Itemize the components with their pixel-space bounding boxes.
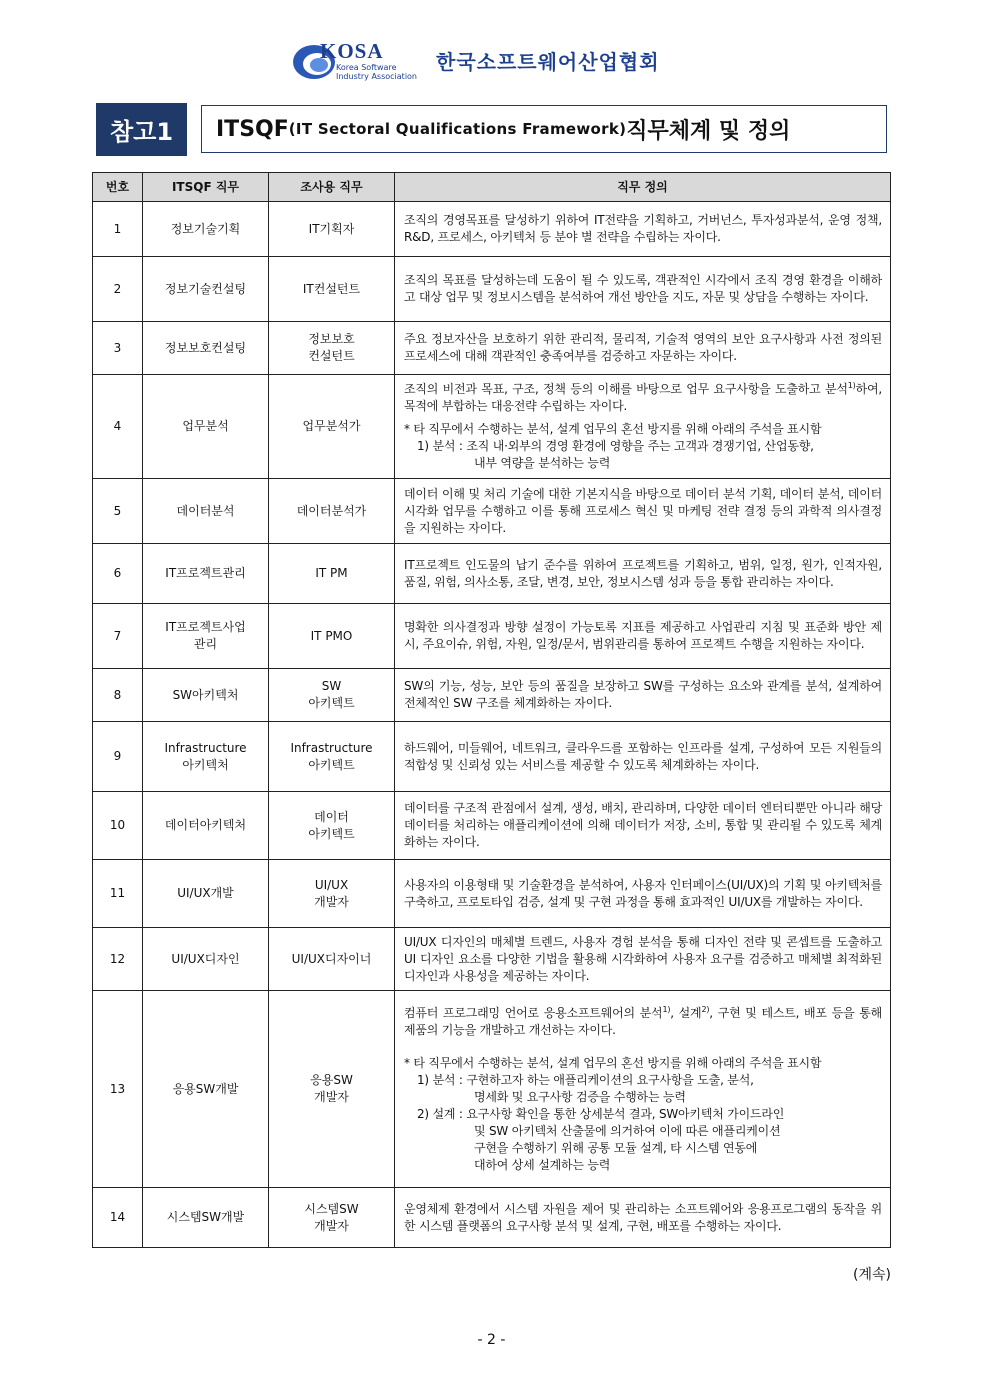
- survey-job: IT PM: [269, 544, 395, 604]
- header-job-definition: 직무 정의: [395, 173, 891, 202]
- title-part-3: 직무체계 및 정의: [626, 118, 791, 144]
- itsqf-job: 정보기술컨설팅: [143, 257, 269, 322]
- row-number: 5: [93, 479, 143, 544]
- definition-main: [404, 381, 882, 415]
- definition-text-a: 조직의 비전과 목표, 구조, 정책 등의 이해를 바탕으로 업무 요구사항을 도출하고 분석: [404, 382, 848, 396]
- definition-note: * 타 직무에서 수행하는 분석, 설계 업무의 혼선 방지를 위해 아래의 주석을 표시함: [404, 422, 822, 436]
- job-definition: [395, 375, 891, 479]
- itsqf-job: 응용SW개발: [143, 991, 269, 1188]
- table-row: [93, 479, 891, 544]
- survey-job-line-1: 시스템SW: [304, 1201, 359, 1216]
- row-number: 3: [93, 322, 143, 375]
- row-number: 10: [93, 792, 143, 860]
- note-item-2: 2) 설계 : 요구사항 확인을 통한 상세분석 결과, SW아키텍처 가이드라인: [417, 1106, 785, 1121]
- table-row: [93, 604, 891, 669]
- title-part-2: (IT Sectoral Qualifications Framework): [288, 120, 627, 138]
- logo-subtitle-1: Korea Software: [336, 63, 397, 72]
- table-row: [93, 375, 891, 479]
- row-number: 8: [93, 669, 143, 722]
- title-part-1: ITSQF: [216, 116, 289, 142]
- itsqf-job: 시스템SW개발: [143, 1188, 269, 1248]
- survey-job-line-1: UI/UX: [314, 877, 349, 892]
- job-definition: 조직의 경영목표를 달성하기 위하여 IT전략을 기획하고, 거버넌스, 투자성과분석, 운영 정책, R&D, 프로세스, 아키텍처 등 분야 별 전략을 수립하는 자이다.: [395, 202, 891, 257]
- header-number: 번호: [93, 173, 143, 202]
- itsqf-job: [143, 722, 269, 792]
- header: [292, 36, 660, 84]
- logo-text: KOSA: [320, 39, 384, 63]
- note-item-2-cont-3: 대하여 상세 설계하는 능력: [474, 1157, 611, 1172]
- organization-name: 한국소프트웨어산업협회: [436, 49, 660, 74]
- survey-job-line-2: 컨설턴트: [308, 349, 355, 363]
- definition-text-c: , 구현 및 테스트, 배포 등을 통해 제품의 기능을 개발하고 개선하는 자이다.: [404, 1005, 882, 1037]
- note-item-2-cont-2: 구현을 수행하기 위해 공통 모듈 설계, 타 시스템 연동에: [474, 1140, 758, 1155]
- itsqf-job: 정보기술기획: [143, 202, 269, 257]
- table-header-row: [93, 173, 891, 202]
- job-definition: UI/UX 디자인의 매체별 트렌드, 사용자 경험 분석을 통해 디자인 전략 및 콘셉트를 도출하고 UI 디자인 요소를 다양한 기법을 활용해 시각화하여 사용자 요구를 검증하고 매체별 최적화된 디자인과 사용성을 제공하는 자이다.: [395, 928, 891, 991]
- survey-job: IT컨설턴트: [269, 257, 395, 322]
- itsqf-job: IT프로젝트관리: [143, 544, 269, 604]
- row-number: 13: [93, 991, 143, 1188]
- survey-job-line-2: 개발자: [314, 894, 349, 909]
- survey-job-line-2: 개발자: [314, 1090, 349, 1104]
- survey-job: [269, 322, 395, 375]
- table-row: [93, 860, 891, 928]
- job-definition: 조직의 목표를 달성하는데 도움이 될 수 있도록, 객관적인 시각에서 조직 경영 환경을 이해하고 대상 업무 및 정보시스템을 분석하여 개선 방안을 지도, 자문 및 상담을 수행하는 자이다.: [395, 257, 891, 322]
- itsqf-job: 업무분석: [143, 375, 269, 479]
- row-number: 4: [93, 375, 143, 479]
- survey-job-line-1: SW: [321, 679, 342, 693]
- note-item-1: 1) 분석 : 조직 내·외부의 경영 환경에 영향을 주는 고객과 경쟁기업, 산업동향,: [417, 439, 814, 453]
- reference-badge: 참고1: [96, 103, 187, 156]
- itsqf-job: UI/UX디자인: [143, 928, 269, 991]
- note-item-1: 1) 분석 : 구현하고자 하는 애플리케이션의 요구사항을 도출, 분석,: [417, 1072, 754, 1087]
- row-number: 9: [93, 722, 143, 792]
- survey-job: UI/UX디자이너: [269, 928, 395, 991]
- row-number: 12: [93, 928, 143, 991]
- logo-subtitle-2: Industry Association: [336, 72, 417, 81]
- job-definition: IT프로젝트 인도물의 납기 준수를 위하여 프로젝트를 기획하고, 범위, 일정, 원가, 인적자원, 품질, 위험, 의사소통, 조달, 변경, 보안, 정보시스템 성과 등을 통합 관리하는 자이다.: [395, 544, 891, 604]
- job-definition: 하드웨어, 미들웨어, 네트워크, 클라우드를 포함하는 인프라를 설계, 구성하여 모든 지원들의 적합성 및 신뢰성 있는 서비스를 제공할 수 있도록 체계화하는 자이다.: [395, 722, 891, 792]
- job-definition: SW의 기능, 성능, 보안 등의 품질을 보장하고 SW를 구성하는 요소와 관계를 분석, 설계하여 전체적인 SW 구조를 체계화하는 자이다.: [395, 669, 891, 722]
- itsqf-job-line-1: Infrastructure: [164, 740, 247, 755]
- footnote-mark: 1): [847, 381, 856, 390]
- table-row: [93, 669, 891, 722]
- table-row: [93, 722, 891, 792]
- job-definition: 운영체제 환경에서 시스템 자원을 제어 및 관리하는 소프트웨어와 응용프로그램의 동작을 위한 시스템 플랫폼의 요구사항 분석 및 설계, 구현, 배포를 수행하는 자이다.: [395, 1188, 891, 1248]
- definition-text-b: , 설계: [670, 1005, 702, 1020]
- survey-job-line-1: 응용SW: [310, 1073, 353, 1087]
- itsqf-job: [143, 604, 269, 669]
- survey-job: IT기획자: [269, 202, 395, 257]
- survey-job-line-2: 아키텍트: [308, 826, 355, 841]
- survey-job-line-1: Infrastructure: [290, 740, 373, 755]
- footnote-mark-2: 2): [701, 1004, 710, 1014]
- table-row: [93, 322, 891, 375]
- survey-job: [269, 669, 395, 722]
- row-number: 1: [93, 202, 143, 257]
- itsqf-job-line-2: 아키텍처: [182, 757, 229, 772]
- job-definition: 사용자의 이용형태 및 기술환경을 분석하여, 사용자 인터페이스(UI/UX)의 기획 및 아키텍처를 구축하고, 프로토타입 검증, 설계 및 구현 과정을 통해 효과적인 UI/UX를 개발하는 자이다.: [395, 860, 891, 928]
- job-definition: [395, 991, 891, 1188]
- itsqf-job-line-2: 관리: [193, 637, 218, 651]
- title-row: [96, 103, 890, 156]
- table-row: [93, 928, 891, 991]
- itsqf-job: 데이터분석: [143, 479, 269, 544]
- page-title: [201, 105, 887, 153]
- itsqf-job-line-1: IT프로젝트사업: [165, 620, 246, 634]
- definition-note: * 타 직무에서 수행하는 분석, 설계 업무의 혼선 방지를 위해 아래의 주석을 표시함: [404, 1055, 822, 1070]
- survey-job: [269, 991, 395, 1188]
- note-item-1-cont: 내부 역량을 분석하는 능력: [474, 456, 611, 470]
- job-definition: 데이터를 구조적 관점에서 설계, 생성, 배치, 관리하며, 다양한 데이터 엔터티뿐만 아니라 해당 데이터를 처리하는 애플리케이션에 의해 데이터가 저장, 소비, 통합 및 관리될 수 있도록 체계화하는 자이다.: [395, 792, 891, 860]
- table-row: [93, 792, 891, 860]
- itsqf-job: UI/UX개발: [143, 860, 269, 928]
- continued-label: (계속): [853, 1267, 891, 1283]
- note-item-1-cont: 명세화 및 요구사항 검증을 수행하는 능력: [474, 1089, 686, 1104]
- header-itsqf-job: ITSQF 직무: [143, 173, 269, 202]
- survey-job-line-2: 개발자: [314, 1218, 349, 1233]
- spacer: [404, 1039, 882, 1055]
- row-number: 6: [93, 544, 143, 604]
- survey-job: [269, 792, 395, 860]
- job-definition: 명확한 의사결정과 방향 설정이 가능토록 지표를 제공하고 사업관리 지침 및 표준화 방안 제시, 주요이슈, 위험, 자원, 일정/문서, 범위관리를 통하여 프로젝트 수행을 지원하는 자이다.: [395, 604, 891, 669]
- row-number: 7: [93, 604, 143, 669]
- survey-job: [269, 860, 395, 928]
- survey-job: [269, 1188, 395, 1248]
- table-row: [93, 991, 891, 1188]
- survey-job: 업무분석가: [269, 375, 395, 479]
- definition-text-a: 컴퓨터 프로그래밍 언어로 응용소프트웨어의 분석: [404, 1005, 663, 1020]
- definition-text-b: 하여, 목적에 부합하는 대응전략 수립하는 자이다.: [404, 382, 882, 413]
- header-survey-job: 조사용 직무: [269, 173, 395, 202]
- survey-job: IT PMO: [269, 604, 395, 669]
- table-row: [93, 257, 891, 322]
- survey-job-line-2: 아키텍트: [308, 696, 355, 710]
- table-row: [93, 1188, 891, 1248]
- survey-job-line-1: 데이터: [314, 809, 349, 824]
- survey-job-line-1: 정보보호: [308, 332, 355, 346]
- row-number: 14: [93, 1188, 143, 1248]
- job-definition-table: [92, 172, 891, 1248]
- kosa-logo: [292, 37, 426, 83]
- itsqf-job: 정보보호컨설팅: [143, 322, 269, 375]
- job-definition: 데이터 이해 및 처리 기술에 대한 기본지식을 바탕으로 데이터 분석 기획, 데이터 분석, 데이터 시각화 업무를 수행하고 이를 통해 프로세스 혁신 및 마케팅 전략 결정 등의 과학적 의사결정을 지원하는 자이다.: [395, 479, 891, 544]
- job-definition: 주요 정보자산을 보호하기 위한 관리적, 물리적, 기술적 영역의 보안 요구사항과 사전 정의된 프로세스에 대해 객관적인 충족여부를 검증하고 자문하는 자이다.: [395, 322, 891, 375]
- row-number: 11: [93, 860, 143, 928]
- itsqf-job: 데이터아키텍처: [143, 792, 269, 860]
- row-number: 2: [93, 257, 143, 322]
- table-row: [93, 202, 891, 257]
- note-item-2-cont-1: 및 SW 아키텍처 산출물에 의거하여 이에 따른 애플리케이션: [474, 1123, 781, 1138]
- itsqf-job: SW아키텍처: [143, 669, 269, 722]
- survey-job: [269, 722, 395, 792]
- definition-main: [404, 1005, 882, 1039]
- page-number: - 2 -: [477, 1332, 506, 1348]
- table-row: [93, 544, 891, 604]
- survey-job: 데이터분석가: [269, 479, 395, 544]
- footnote-mark-1: 1): [662, 1004, 671, 1014]
- survey-job-line-2: 아키텍트: [308, 757, 355, 772]
